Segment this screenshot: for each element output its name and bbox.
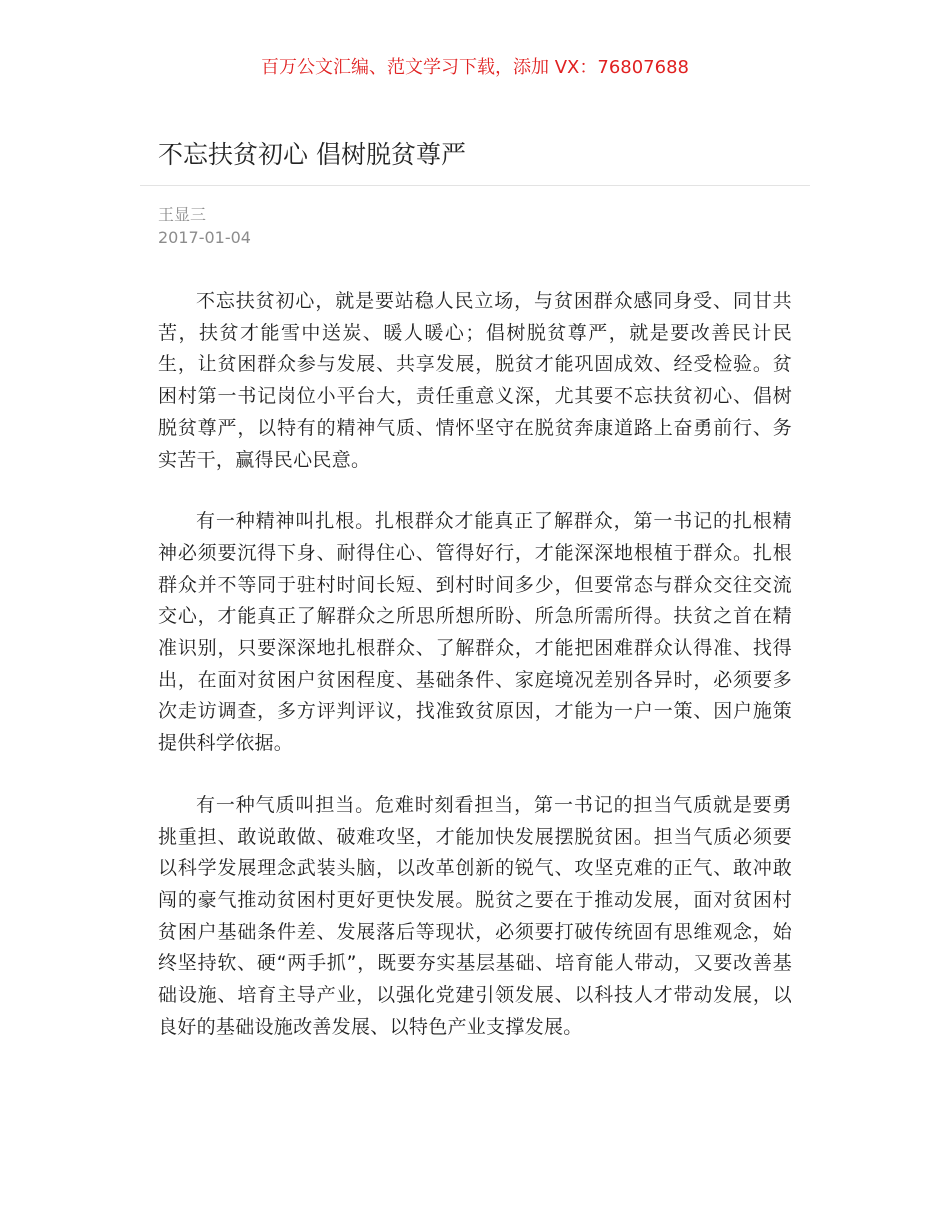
promo-banner: 百万公文汇编、范文学习下载，添加 VX：76807688	[261, 57, 689, 78]
article-body	[158, 286, 792, 1073]
article-paragraph-1: 不忘扶贫初心，就是要站稳人民立场，与贫困群众感同身受、同甘共苦，扶贫才能雪中送炭、暖人暖心；倡树脱贫尊严，就是要改善民计民生，让贫困群众参与发展、共享发展，脱贫才能巩固成效、经受检验。贫困村第一书记岗位小平台大，责任重意义深，尤其要不忘扶贫初心、倡树脱贫尊严，以特有的精神气质、情怀坚守在脱贫奔康道路上奋勇前行、务实苦干，赢得民心民意。	[158, 290, 792, 471]
article-date: 2017-01-04	[158, 228, 251, 247]
article-paragraph-2: 有一种精神叫扎根。扎根群众才能真正了解群众，第一书记的扎根精神必须要沉得下身、耐得住心、管得好行，才能深深地根植于群众。扎根群众并不等同于驻村时间长短、到村时间多少，但要常态与群众交往交流交心，才能真正了解群众之所思所想所盼、所急所需所得。扶贫之首在精准识别，只要深深地扎根群众、了解群众，才能把困难群众认得准、找得出，在面对贫困户贫困程度、基础条件、家庭境况差别各异时，必须要多次走访调查，多方评判评议，找准致贫原因，才能为一户一策、因户施策提供科学依据。	[158, 510, 792, 755]
article-author: 王显三	[158, 205, 207, 224]
article-title: 不忘扶贫初心 倡树脱贫尊严	[158, 140, 466, 169]
article-meta	[158, 203, 251, 249]
title-divider	[140, 185, 810, 186]
article-paragraph-3: 有一种气质叫担当。危难时刻看担当，第一书记的担当气质就是要勇挑重担、敢说敢做、破难攻坚，才能加快发展摆脱贫困。担当气质必须要以科学发展理念武装头脑，以改革创新的锐气、攻坚克难的正气、敢冲敢闯的豪气推动贫困村更好更快发展。脱贫之要在于推动发展，面对贫困村贫困户基础条件差、发展落后等现状，必须要打破传统固有思维观念，始终坚持软、硬“两手抓”，既要夯实基层基础、培育能人带动，又要改善基础设施、培育主导产业，以强化党建引领发展、以科技人才带动发展，以良好的基础设施改善发展、以特色产业支撑发展。	[158, 793, 792, 1038]
